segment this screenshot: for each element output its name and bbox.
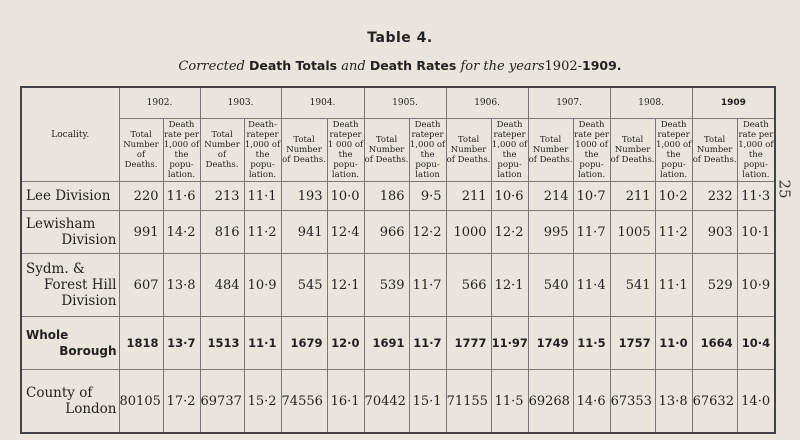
death-rate-header: Death rateper 1,000 of the popu- lation [491, 120, 528, 180]
data-cell: 539 [364, 254, 409, 317]
data-cell: 11·97 [491, 317, 528, 370]
data-cell: 545 [281, 254, 327, 317]
data-cell: 9·5 [409, 182, 446, 211]
subtitle-part: and [341, 59, 366, 74]
data-cell: 10·9 [244, 254, 281, 317]
data-cell: 1777 [446, 317, 491, 370]
data-cell: 186 [364, 182, 409, 211]
death-rate-header: Death rate per 1000 of the popu- lation. [574, 120, 609, 180]
data-cell: 10·2 [655, 182, 692, 211]
death-rate-header: Death rateper 1,000 of the popu- lation. [655, 120, 692, 180]
data-cell: 816 [200, 211, 244, 254]
locality-cell [21, 182, 119, 211]
data-cell: 1664 [692, 317, 737, 370]
death-rate-header: Death rate per 1,000 of the popu- lation. [163, 120, 200, 180]
table-row [21, 182, 775, 211]
total-deaths-header: Total Number of Deaths. [364, 119, 409, 182]
data-cell: 213 [200, 182, 244, 211]
data-cell: 10·4 [737, 317, 775, 370]
table-row [21, 370, 775, 434]
table-row [21, 254, 775, 317]
data-cell: 11·1 [244, 317, 281, 370]
data-cell: 12·4 [327, 211, 364, 254]
locality-cell [21, 254, 119, 317]
data-cell: 11·5 [573, 317, 610, 370]
subtitle-part: 1902- [544, 59, 583, 74]
data-cell: 1000 [446, 211, 491, 254]
data-cell: 11·7 [573, 211, 610, 254]
data-cell: 70442 [364, 370, 409, 434]
locality-line: Borough [59, 344, 117, 358]
data-cell: 193 [281, 182, 327, 211]
data-cell: 1513 [200, 317, 244, 370]
death-rate-header: Death- rateper 1,000 of the popu- lation. [244, 120, 281, 180]
data-cell: 67632 [692, 370, 737, 434]
data-cell: 484 [200, 254, 244, 317]
data-cell: 995 [528, 211, 573, 254]
data-cell: 12·1 [491, 254, 528, 317]
total-deaths-header: Total Number of Deaths. [692, 119, 737, 182]
sub-header-row [21, 119, 775, 182]
locality-line: Sydm. & [26, 261, 85, 277]
data-cell: 966 [364, 211, 409, 254]
data-cell: 13·8 [655, 370, 692, 434]
data-cell: 11·1 [244, 182, 281, 211]
total-deaths-header: Total Number of Deaths. [528, 119, 573, 182]
table-row [21, 317, 775, 370]
data-cell: 15·2 [244, 370, 281, 434]
data-cell: 11·4 [573, 254, 610, 317]
locality-line: Lee Division [26, 188, 111, 204]
data-cell: 1757 [610, 317, 655, 370]
death-rate-header: Death rateper 1 000 of the popu- lation. [327, 120, 364, 180]
data-cell: 1679 [281, 317, 327, 370]
data-cell: 17·2 [163, 370, 200, 434]
year-header: 1902. [119, 87, 200, 119]
locality-header: Locality. [21, 87, 119, 182]
data-cell: 12·0 [327, 317, 364, 370]
total-deaths-header: Total Number of Deaths. [200, 119, 244, 182]
data-cell: 1818 [119, 317, 163, 370]
year-header: 1903. [200, 87, 281, 119]
data-cell: 13·7 [163, 317, 200, 370]
data-cell: 11·1 [655, 254, 692, 317]
data-cell: 1005 [610, 211, 655, 254]
year-header-row [21, 87, 775, 119]
death-rate-header: Death rateper 1,000 of the popu- lation [409, 120, 446, 180]
locality-line: Lewisham [26, 216, 96, 232]
data-cell: 1691 [364, 317, 409, 370]
data-cell: 1749 [528, 317, 573, 370]
table-title: Table 4. [367, 30, 433, 46]
total-deaths-header: Total Number of Deaths. [281, 119, 327, 182]
data-cell: 540 [528, 254, 573, 317]
data-cell: 529 [692, 254, 737, 317]
year-header: 1905. [364, 87, 446, 119]
data-cell: 11·2 [655, 211, 692, 254]
locality-line: Division [61, 232, 117, 248]
data-cell: 14·6 [573, 370, 610, 434]
page-number: 25 [775, 179, 794, 199]
data-cell: 11·5 [491, 370, 528, 434]
data-cell: 991 [119, 211, 163, 254]
data-cell: 10·1 [737, 211, 775, 254]
data-cell: 69737 [200, 370, 244, 434]
data-cell: 12·2 [491, 211, 528, 254]
data-cell: 14·2 [163, 211, 200, 254]
data-cell: 11·7 [409, 254, 446, 317]
data-cell: 67353 [610, 370, 655, 434]
table-subtitle [0, 58, 800, 74]
locality-line: County of [26, 385, 93, 401]
locality-line: London [65, 401, 117, 417]
subtitle-part: 1909. [582, 58, 622, 73]
data-cell: 14·0 [737, 370, 775, 434]
locality-cell [21, 211, 119, 254]
data-cell: 11·2 [244, 211, 281, 254]
data-cell: 903 [692, 211, 737, 254]
data-cell: 232 [692, 182, 737, 211]
locality-line: Forest Hill [43, 277, 117, 293]
subtitle-part: Death Totals [248, 58, 338, 73]
data-cell: 12·1 [327, 254, 364, 317]
data-cell: 220 [119, 182, 163, 211]
data-cell: 71155 [446, 370, 491, 434]
year-header: 1909 [692, 87, 775, 119]
locality-line: Division [61, 293, 117, 309]
data-cell: 13·8 [163, 254, 200, 317]
data-cell: 211 [446, 182, 491, 211]
data-cell: 566 [446, 254, 491, 317]
data-cell: 11·7 [409, 317, 446, 370]
locality-cell [21, 317, 119, 370]
data-cell: 607 [119, 254, 163, 317]
locality-line: Whole [26, 328, 69, 342]
data-cell: 10·0 [327, 182, 364, 211]
year-header: 1907. [528, 87, 610, 119]
total-deaths-header: Total Number of Deaths. [446, 119, 491, 182]
data-cell: 11·0 [655, 317, 692, 370]
death-rate-header: Death rate per 1,000 of the popu- lation. [738, 120, 774, 180]
subtitle-part: Corrected [178, 59, 245, 74]
data-cell: 12·2 [409, 211, 446, 254]
data-cell: 80105 [119, 370, 163, 434]
data-cell: 15·1 [409, 370, 446, 434]
year-header: 1908. [610, 87, 692, 119]
data-cell: 211 [610, 182, 655, 211]
year-header: 1906. [446, 87, 528, 119]
data-cell: 941 [281, 211, 327, 254]
data-cell: 16·1 [327, 370, 364, 434]
total-deaths-header: Total Number of Deaths. [119, 119, 163, 182]
data-cell: 74556 [281, 370, 327, 434]
table-row [21, 211, 775, 254]
data-cell: 11·6 [163, 182, 200, 211]
data-cell: 11·3 [737, 182, 775, 211]
subtitle-part: for the years [460, 59, 545, 74]
total-deaths-header: Total Number of Deaths. [610, 119, 655, 182]
data-cell: 541 [610, 254, 655, 317]
death-rates-table [20, 86, 776, 434]
subtitle-part: Death Rates [369, 58, 457, 73]
data-cell: 10·7 [573, 182, 610, 211]
data-cell: 214 [528, 182, 573, 211]
year-header: 1904. [281, 87, 364, 119]
locality-cell [21, 370, 119, 434]
data-cell: 10·9 [737, 254, 775, 317]
data-cell: 69268 [528, 370, 573, 434]
data-cell: 10·6 [491, 182, 528, 211]
